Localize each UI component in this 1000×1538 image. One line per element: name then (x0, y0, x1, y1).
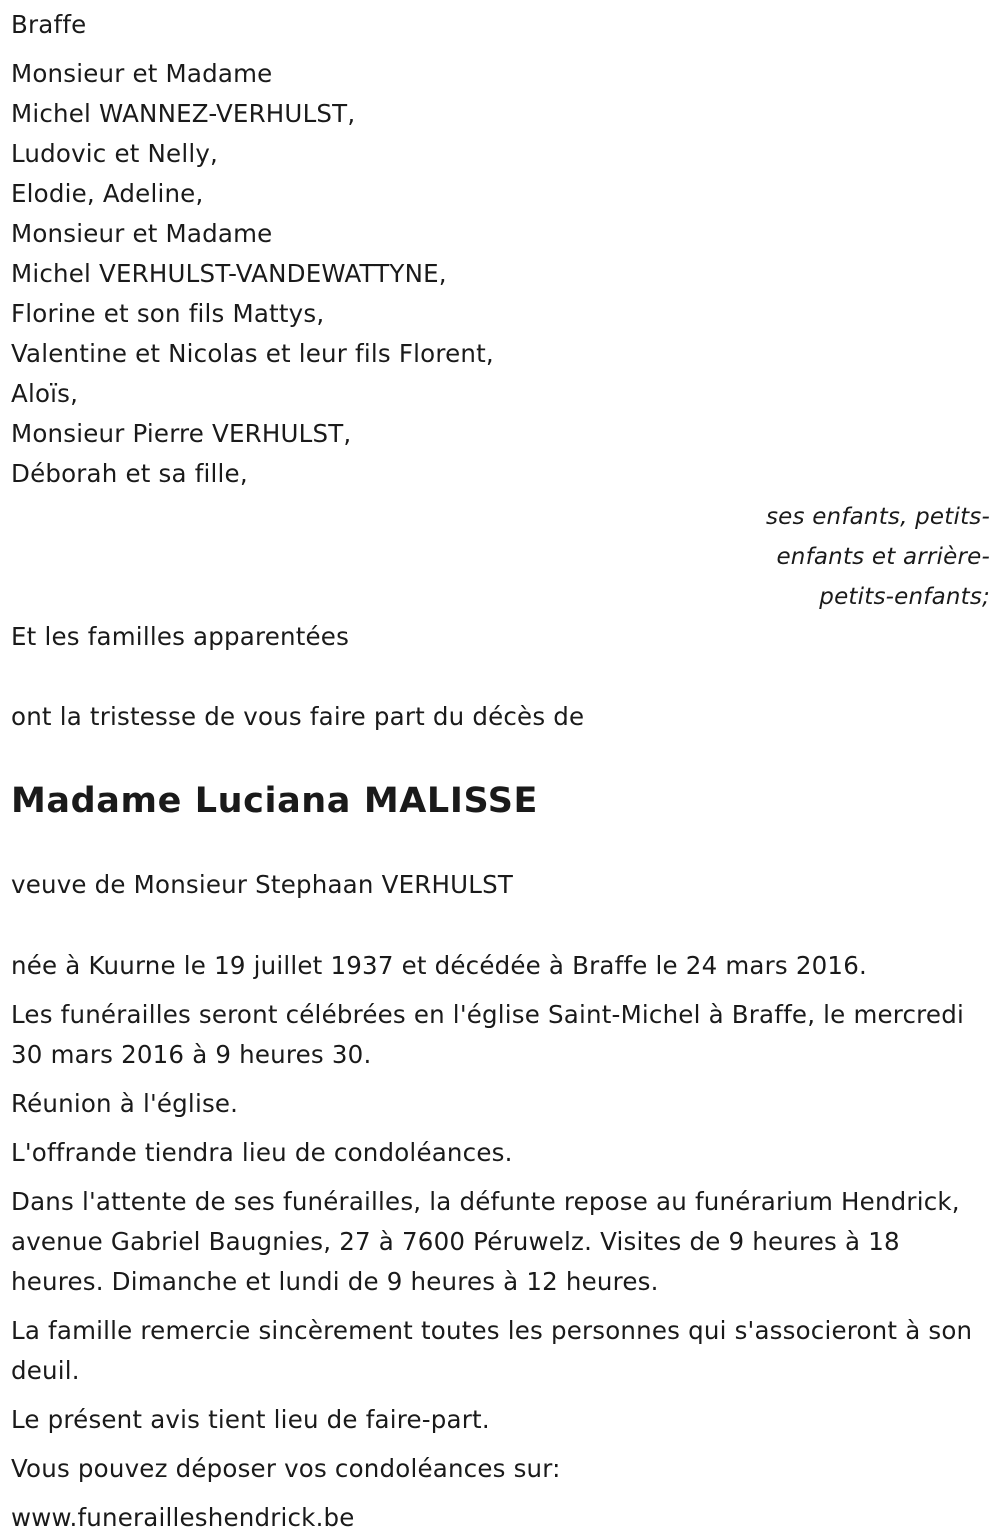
website-link[interactable]: www.funerailleshendrick.be (11, 1503, 355, 1532)
family-line: Monsieur et Madame (11, 59, 273, 88)
obituary-notice (11, 0, 993, 1538)
relation-line: ses enfants, petits- (765, 504, 990, 530)
family-line: Valentine et Nicolas et leur fils Florent, (11, 339, 494, 368)
funeral-paragraph: Les funérailles seront célébrées en l'église Saint-Michel à Braffe, le mercredi 30 mars 2016 à 9 heures 30. (11, 1000, 964, 1069)
deceased-name: Madame Luciana MALISSE (11, 781, 539, 821)
family-line: Aloïs, (11, 379, 79, 408)
widow-of-text: veuve de Monsieur Stephaan VERHULST (11, 870, 514, 899)
rest-paragraph: Dans l'attente de ses funérailles, la défunte repose au funérarium Hendrick, avenue Gabriel Baugnies, 27 à 7600 Péruwelz. Visites de 9 heures à 18 heures. Dimanche et lundi de 9 heures à 12 heures. (11, 1187, 960, 1296)
relation-caption (11, 497, 993, 617)
meeting-paragraph: Réunion à l'église. (11, 1089, 239, 1118)
place-label: Braffe (11, 10, 87, 39)
announcement-text: ont la tristesse de vous faire part du décès de (11, 702, 585, 731)
kin-line: Et les familles apparentées (11, 622, 350, 651)
birth-death-text: née à Kuurne le 19 juillet 1937 et décédée à Braffe le 24 mars 2016. (11, 951, 867, 980)
notice-paragraph: Le présent avis tient lieu de faire-part. (11, 1405, 490, 1434)
family-line: Michel WANNEZ-VERHULST, (11, 99, 356, 128)
thanks-paragraph: La famille remercie sincèrement toutes les personnes qui s'associeront à son deuil. (11, 1316, 973, 1385)
family-line: Michel VERHULST-VANDEWATTYNE, (11, 259, 447, 288)
family-line: Monsieur Pierre VERHULST, (11, 419, 352, 448)
family-line: Ludovic et Nelly, (11, 139, 219, 168)
relation-line: enfants et arrière- (776, 544, 990, 570)
condolences-paragraph: Vous pouvez déposer vos condoléances sur: (11, 1454, 561, 1483)
family-line: Florine et son fils Mattys, (11, 299, 325, 328)
family-line: Elodie, Adeline, (11, 179, 204, 208)
family-line: Déborah et sa fille, (11, 459, 248, 488)
offering-paragraph: L'offrande tiendra lieu de condoléances. (11, 1138, 513, 1167)
family-list (11, 54, 993, 494)
family-line: Monsieur et Madame (11, 219, 273, 248)
relation-line: petits-enfants; (819, 584, 990, 610)
